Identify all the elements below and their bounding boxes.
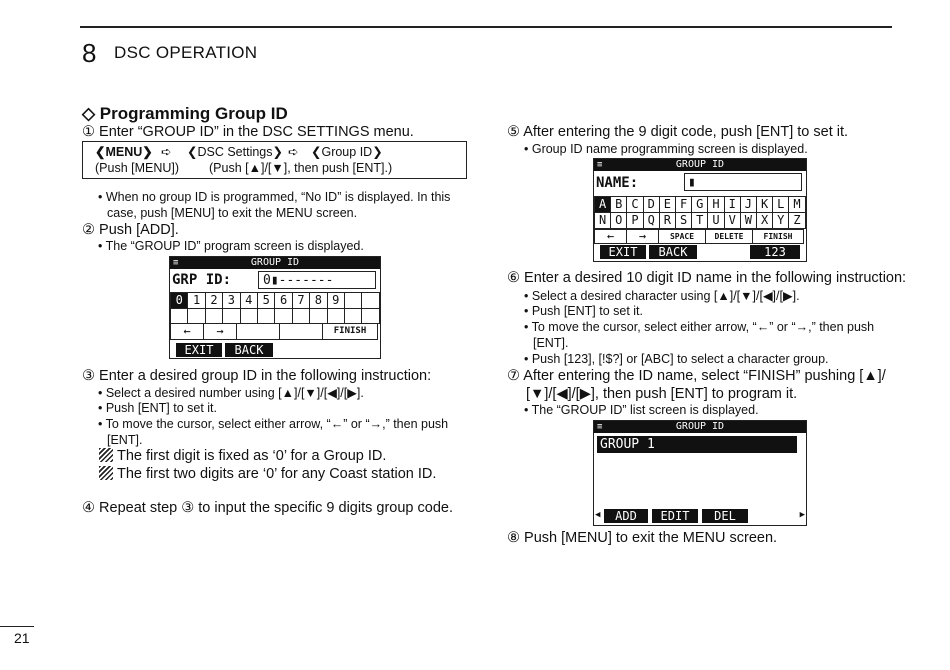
digit-key[interactable]: 9 — [327, 292, 345, 309]
menu-path-settings-sub: (Push [▲]/[▼], then push [ENT].) — [209, 161, 393, 175]
screen-title: GROUP ID — [250, 257, 300, 268]
blank-key — [170, 308, 188, 324]
letter-key[interactable]: E — [659, 196, 676, 213]
blank-key — [344, 308, 362, 324]
digit-key[interactable]: 5 — [257, 292, 275, 309]
letter-key[interactable]: X — [756, 212, 773, 229]
step-7-line2: [▼]/[◀]/[▶], then push [ENT] to program it. — [526, 386, 798, 402]
menu-icon: ≡ — [597, 160, 603, 170]
note-1 — [99, 448, 386, 464]
step-1: ① Enter “GROUP ID” in the DSC SETTINGS menu. — [82, 124, 414, 140]
letter-key[interactable]: P — [626, 212, 643, 229]
digit-key[interactable]: 1 — [187, 292, 205, 309]
note-icon — [99, 448, 113, 462]
grp-id-label: GRP ID: — [172, 272, 232, 288]
step-3: ③ Enter a desired group ID in the following instruction: — [82, 368, 432, 384]
group-id-list-screen — [593, 420, 807, 526]
digit-key[interactable]: 0 — [170, 292, 188, 309]
note-2-text: The first two digits are ‘0’ for any Coast station ID. — [117, 466, 437, 482]
note-1-text: The first digit is fixed as ‘0’ for a Group ID. — [117, 448, 387, 464]
letter-key[interactable]: U — [707, 212, 724, 229]
step-3-bullet-3-line2: [ENT]. — [107, 433, 143, 447]
step-5-bullet: • Group ID name programming screen is displayed. — [524, 142, 808, 156]
menu-path-box — [82, 141, 467, 179]
letter-key[interactable]: N — [594, 212, 611, 229]
add-softkey[interactable]: ADD — [604, 509, 648, 523]
exit-softkey[interactable]: EXIT — [600, 245, 646, 259]
back-softkey[interactable]: BACK — [649, 245, 697, 259]
blank-key — [205, 308, 223, 324]
edit-softkey[interactable]: EDIT — [652, 509, 698, 523]
screen-title-bar — [594, 159, 806, 171]
screen-title: GROUP ID — [675, 421, 725, 432]
blank-key[interactable] — [344, 292, 362, 309]
chapter-title: DSC OPERATION — [114, 43, 258, 62]
step-4: ④ Repeat step ③ to input the specific 9 digits group code. — [82, 500, 453, 516]
name-label: NAME: — [596, 175, 639, 191]
step-2-bullet: • The “GROUP ID” program screen is displayed. — [98, 239, 364, 253]
letter-key[interactable]: M — [788, 196, 805, 213]
name-value-field: ▮ — [684, 173, 802, 191]
menu-path-menu-sub: (Push [MENU]) — [95, 161, 180, 175]
screen-title-bar — [170, 257, 380, 269]
finish-key[interactable]: FINISH — [752, 229, 804, 244]
right-arrow-key[interactable]: → — [203, 323, 237, 340]
letter-key[interactable]: W — [740, 212, 757, 229]
letter-key[interactable]: J — [740, 196, 757, 213]
letter-key[interactable]: V — [724, 212, 741, 229]
menu-path-group-id: ❮Group ID❯ — [311, 145, 383, 159]
finish-key[interactable]: FINISH — [322, 323, 378, 340]
menu-path-arrow-icon: ➪ — [288, 145, 299, 159]
blank-key — [236, 323, 280, 340]
letter-key[interactable]: K — [756, 196, 773, 213]
exit-softkey[interactable]: EXIT — [176, 343, 222, 357]
letter-key[interactable]: S — [675, 212, 692, 229]
step-6: ⑥ Enter a desired 10 digit ID name in the following instruction: — [507, 270, 907, 286]
page-number: 21 — [14, 630, 30, 646]
scroll-left-icon[interactable]: ◀ — [595, 510, 601, 520]
letter-key[interactable]: C — [626, 196, 643, 213]
note-2 — [99, 466, 436, 482]
letter-key[interactable]: A — [594, 196, 611, 213]
step-7-line1: ⑦ After entering the ID name, select “FINISH” pushing [▲]/ — [507, 368, 886, 384]
digit-key[interactable]: 2 — [205, 292, 223, 309]
step-1-bullet-line2: case, push [MENU] to exit the MENU screen. — [107, 206, 358, 220]
step-3-bullet-3-line1: • To move the cursor, select either arrow, “←” or “→,” then push — [98, 417, 449, 431]
space-key[interactable]: SPACE — [658, 229, 706, 244]
delete-key[interactable]: DELETE — [705, 229, 753, 244]
blank-key — [222, 308, 240, 324]
letter-key[interactable]: D — [643, 196, 660, 213]
chapter-number: 8 — [82, 38, 97, 68]
digit-key[interactable]: 6 — [274, 292, 292, 309]
letter-key[interactable]: Z — [788, 212, 805, 229]
blank-key — [240, 308, 258, 324]
note-icon — [99, 466, 113, 480]
blank-key — [309, 308, 327, 324]
step-3-bullet-1: • Select a desired number using [▲]/[▼]/[◀]/[▶]. — [98, 386, 364, 400]
letter-key[interactable]: Q — [643, 212, 660, 229]
step-6-bullet-3-line1: • To move the cursor, select either arrow, “←” or “→,” then push — [524, 320, 875, 334]
step-3-bullet-2: • Push [ENT] to set it. — [98, 401, 218, 415]
right-arrow-key[interactable]: → — [626, 229, 659, 244]
menu-icon: ≡ — [597, 422, 603, 432]
step-5: ⑤ After entering the 9 digit code, push [ENT] to set it. — [507, 124, 849, 140]
step-1-bullet-line1: • When no group ID is programmed, “No ID” is displayed. In this — [98, 190, 451, 204]
digit-key[interactable]: 3 — [222, 292, 240, 309]
letter-key[interactable]: G — [691, 196, 708, 213]
letter-key[interactable]: H — [707, 196, 724, 213]
screen-title: GROUP ID — [675, 159, 725, 170]
letter-key[interactable]: F — [675, 196, 692, 213]
grp-id-value: 0▮------- — [258, 271, 376, 289]
step-2: ② Push [ADD]. — [82, 222, 179, 238]
step-8: ⑧ Push [MENU] to exit the MENU screen. — [507, 530, 778, 546]
step-6-bullet-4: • Push [123], [!$?] or [ABC] to select a character group. — [524, 352, 829, 366]
menu-icon: ≡ — [173, 258, 179, 268]
step-6-bullet-3-line2: [ENT]. — [533, 336, 569, 350]
blank-key — [361, 308, 379, 324]
group-list-item[interactable]: GROUP 1 — [597, 436, 797, 453]
group-id-name-screen — [593, 158, 807, 262]
del-softkey[interactable]: DEL — [702, 509, 748, 523]
menu-path-arrow-icon: ➪ — [161, 145, 172, 159]
num-softkey[interactable]: 123 — [750, 245, 800, 259]
step-7-bullet: • The “GROUP ID” list screen is displayed. — [524, 403, 759, 417]
letter-key[interactable]: T — [691, 212, 708, 229]
blank-key — [257, 308, 275, 324]
letter-key[interactable]: B — [610, 196, 627, 213]
menu-path-dsc-settings: ❮DSC Settings❯ — [187, 145, 283, 159]
blank-key[interactable] — [361, 292, 379, 309]
screen-title-bar — [594, 421, 806, 433]
left-arrow-key[interactable]: ← — [594, 229, 627, 244]
left-arrow-key[interactable]: ← — [170, 323, 204, 340]
step-6-bullet-1: • Select a desired character using [▲]/[▼]/[◀]/[▶]. — [524, 289, 800, 303]
top-rule — [80, 26, 892, 28]
letter-key[interactable]: Y — [772, 212, 789, 229]
step-6-bullet-2: • Push [ENT] to set it. — [524, 304, 644, 318]
section-title: ◇ Programming Group ID — [82, 104, 288, 123]
letter-key[interactable]: L — [772, 196, 789, 213]
letter-key[interactable]: R — [659, 212, 676, 229]
group-id-program-screen — [169, 256, 381, 359]
scroll-right-icon[interactable]: ▶ — [799, 510, 805, 520]
letter-key[interactable]: O — [610, 212, 627, 229]
digit-key[interactable]: 4 — [240, 292, 258, 309]
digit-key[interactable]: 7 — [292, 292, 310, 309]
blank-key — [292, 308, 310, 324]
digit-key[interactable]: 8 — [309, 292, 327, 309]
blank-key — [274, 308, 292, 324]
blank-key — [187, 308, 205, 324]
back-softkey[interactable]: BACK — [225, 343, 273, 357]
page-number-rule — [0, 626, 34, 627]
blank-key — [327, 308, 345, 324]
letter-key[interactable]: I — [724, 196, 741, 213]
menu-path-menu: ❮MENU❯ — [95, 145, 153, 159]
blank-key — [279, 323, 323, 340]
